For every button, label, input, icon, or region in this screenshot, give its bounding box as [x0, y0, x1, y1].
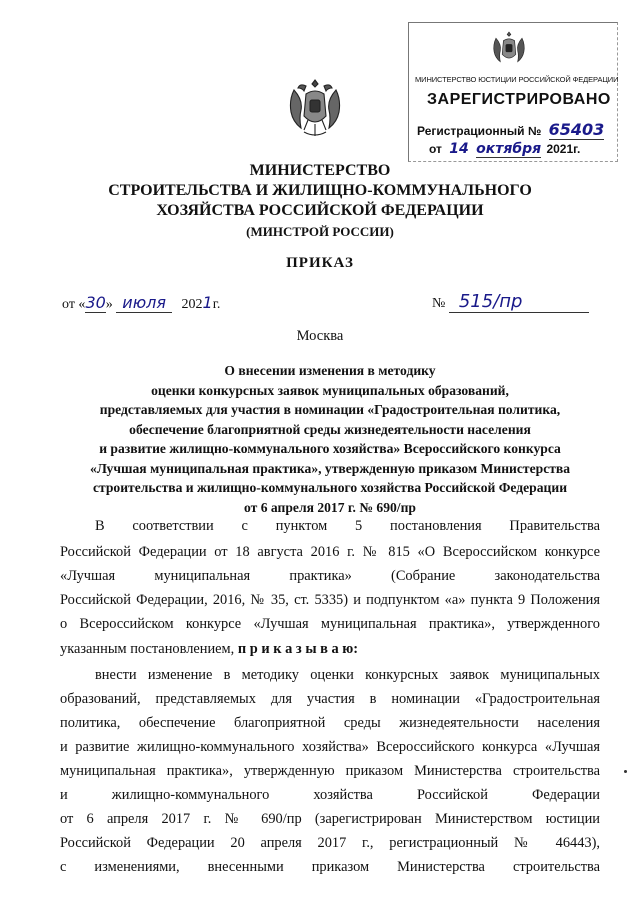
stamp-reg-number: 65403	[548, 120, 605, 139]
stamp-reg-number-label: Регистрационный №	[417, 124, 542, 138]
body-line: Российской Федерации, 2016, № 35, ст. 5335) и подпунктом «а» пункта 9 Положения	[60, 592, 600, 608]
order-date-month: июля	[116, 293, 172, 313]
scan-speck	[624, 770, 627, 773]
stamp-reg-number-row	[417, 120, 604, 139]
coat-of-arms-icon	[491, 29, 527, 71]
order-date-prefix: от «	[62, 297, 86, 312]
order-date: от «30» июля 2021г.	[62, 293, 221, 312]
stamp-date-prefix: от	[429, 142, 442, 156]
order-heading	[60, 361, 600, 517]
body-line: с изменениями, внесенными приказом Министерства строительства	[60, 859, 600, 875]
body-line: Российской Федерации 20 апреля 2017 г., регистрационный № 46443),	[60, 835, 600, 851]
body-line: о Всероссийском конкурсе «Лучшая муниципальная практика», утвержденного	[60, 616, 600, 632]
heading-line: представляемых для участия в номинации «Градостроительная политика,	[99, 402, 561, 417]
body-line: политика, обеспечение благоприятной среды жизнедеятельности населения	[60, 715, 600, 731]
heading-line: строительства и жилищно-коммунального хозяйства Российской Федерации	[92, 480, 568, 495]
city: Москва	[296, 328, 344, 344]
stamp-date-year: 2021	[546, 142, 574, 156]
ministry-title-line: СТРОИТЕЛЬСТВА И ЖИЛИЩНО-КОММУНАЛЬНОГО	[108, 182, 532, 199]
stamp-registered: ЗАРЕГИСТРИРОВАНО	[427, 91, 611, 108]
order-date-year-digit: 1	[202, 293, 213, 312]
coat-of-arms-icon	[286, 76, 344, 142]
body-line: «Лучшая муниципальная практика» (Собрание законодательства	[60, 568, 600, 584]
ministry-title-line: ХОЗЯЙСТВА РОССИЙСКОЙ ФЕДЕРАЦИИ	[156, 202, 484, 219]
body-line: внести изменение в методику оценки конкурсных заявок муниципальных	[95, 667, 600, 683]
body-line: и развитие жилищно-коммунального хозяйства» Всероссийского конкурса «Лучшая	[60, 739, 600, 755]
heading-line: оценки конкурсных заявок муниципальных образований,	[151, 382, 509, 398]
order-directive: п р и к а з ы в а ю:	[237, 641, 359, 657]
heading-line: от 6 апреля 2017 г. № 690/пр	[244, 499, 416, 515]
stamp-date-row	[429, 141, 580, 157]
ministry-title-line: МИНИСТЕРСТВО	[249, 162, 391, 179]
stamp-date-month: октября	[476, 141, 542, 157]
stamp-date-suffix: г.	[573, 142, 581, 156]
body-line: от 6 апреля 2017 г. № 690/пр (зарегистрирован Министерством юстиции	[60, 811, 600, 827]
order-number-value: 515/пр	[449, 291, 589, 313]
heading-line: обеспечение благоприятной среды жизнедеятельности населения	[129, 421, 531, 437]
order-date-year-end: г.	[212, 297, 221, 312]
body-line: образований, представляемых для участия в номинации «Градостроительная	[60, 691, 600, 707]
order-date-day: 30	[85, 293, 106, 312]
order-date-year-prefix: 202	[181, 297, 203, 312]
heading-line: «Лучшая муниципальная практика», утвержденную приказом Министерства	[89, 460, 571, 476]
body-line: муниципальная практика», утвержденную приказом Министерства строительства	[60, 763, 600, 779]
body-line-last	[60, 637, 600, 661]
body-text: указанным постановлением,	[60, 641, 235, 657]
stamp-ministry: МИНИСТЕРСТВО ЮСТИЦИИ РОССИЙСКОЙ ФЕДЕРАЦИИ	[415, 75, 619, 84]
heading-line: и развитие жилищно-коммунального хозяйства» Всероссийского конкурса	[99, 441, 561, 456]
registration-stamp	[408, 22, 618, 162]
heading-line: О внесении изменения в методику	[224, 363, 436, 378]
order-number-label: №	[432, 296, 446, 311]
ministry-title	[0, 161, 640, 221]
order-number	[432, 291, 589, 313]
ministry-short-name: (МИНСТРОЙ РОССИИ)	[246, 224, 394, 239]
body-line: В соответствии с пунктом 5 постановления Правительства	[95, 518, 600, 534]
body-line: Российской Федерации от 18 августа 2016 г. № 815 «О Всероссийском конкурсе	[60, 544, 600, 560]
body-line: и жилищно-коммунального хозяйства Российской Федерации	[60, 787, 600, 803]
document-type: ПРИКАЗ	[286, 255, 354, 271]
stamp-date-day: 14	[449, 141, 469, 157]
